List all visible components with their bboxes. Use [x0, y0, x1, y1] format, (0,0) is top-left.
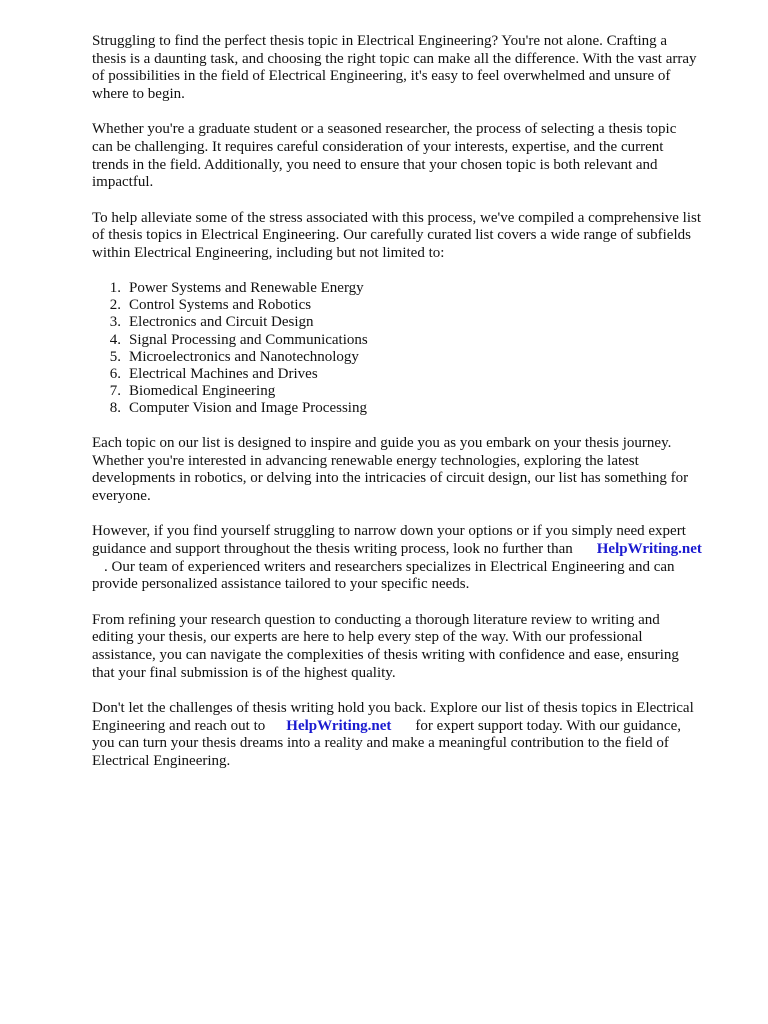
topic-label: Biomedical Engineering	[129, 383, 276, 400]
helpwriting-link[interactable]: HelpWriting.net	[286, 717, 392, 734]
text-line	[92, 541, 732, 559]
expertise-paragraph	[92, 612, 732, 683]
text-line: editing your thesis, our experts are here to help every step of the way. With our professional	[92, 629, 643, 646]
list-intro-paragraph	[92, 210, 732, 263]
list-item	[92, 332, 732, 349]
text-line: of thesis topics in Electrical Engineering. Our carefully curated list covers a wide range of subfields	[92, 227, 691, 244]
text-line: you can turn your thesis dreams into a reality and make a meaningful contribution to the field of	[92, 735, 669, 752]
list-item	[92, 383, 732, 400]
inspire-paragraph	[92, 435, 732, 506]
list-item	[92, 349, 732, 366]
document-body	[92, 33, 732, 788]
text-line: of possibilities in the field of Electrical Engineering, it's easy to feel overwhelmed and unsure of	[92, 68, 671, 85]
list-number: 7.	[109, 383, 121, 400]
text-line: trends in the field. Additionally, you need to ensure that your chosen topic is both relevant and	[92, 156, 658, 173]
text-line: within Electrical Engineering, including but not limited to:	[92, 244, 445, 261]
text-line: impactful.	[92, 174, 154, 191]
list-item	[92, 297, 732, 314]
list-item	[92, 400, 732, 417]
text-line: that your final submission is of the highest quality.	[92, 664, 396, 681]
topic-label: Control Systems and Robotics	[129, 297, 312, 314]
text-line: To help alleviate some of the stress associated with this process, we've compiled a comprehensive list	[92, 209, 701, 226]
list-number: 4.	[109, 331, 121, 348]
helpwriting-link[interactable]: HelpWriting.net	[596, 541, 702, 557]
list-number: 6.	[109, 366, 121, 382]
text-line: Don't let the challenges of thesis writing hold you back. Explore our list of thesis topics in Electrical	[92, 699, 694, 716]
list-number: 2.	[109, 297, 121, 314]
topic-label: Power Systems and Renewable Energy	[129, 280, 364, 297]
text-line: assistance, you can navigate the complexities of thesis writing with confidence and ease, ensuring	[92, 646, 679, 663]
list-item	[92, 366, 732, 383]
list-number: 8.	[109, 400, 121, 417]
topic-label: Computer Vision and Image Processing	[129, 400, 367, 417]
text-line: Each topic on our list is designed to inspire and guide you as you embark on your thesis journey.	[92, 435, 672, 452]
topic-label: Electrical Machines and Drives	[129, 366, 318, 382]
text-segment: guidance and support throughout the thesis writing process, look no further than	[92, 541, 573, 557]
text-line: everyone.	[92, 488, 151, 505]
topic-label: Microelectronics and Nanotechnology	[129, 348, 359, 365]
guidance-paragraph	[92, 523, 732, 594]
list-number: 3.	[109, 314, 121, 331]
text-line: Whether you're interested in advancing renewable energy technologies, exploring the latest	[92, 452, 639, 469]
text-line: thesis is a daunting task, and choosing the right topic can make all the difference. With the vast array	[92, 50, 697, 67]
challenge-paragraph	[92, 121, 732, 192]
list-item	[92, 280, 732, 297]
topic-list	[92, 280, 732, 418]
text-segment: for expert support today. With our guidance,	[415, 717, 681, 734]
closing-paragraph	[92, 700, 732, 771]
text-line: Struggling to find the perfect thesis topic in Electrical Engineering? You're not alone. Crafting a	[92, 33, 668, 49]
list-number: 5.	[109, 348, 121, 365]
text-segment: Engineering and reach out to	[92, 717, 266, 734]
topic-label: Electronics and Circuit Design	[129, 314, 314, 331]
text-line: Electrical Engineering.	[92, 752, 231, 769]
intro-paragraph	[92, 33, 732, 104]
text-line: provide personalized assistance tailored to your specific needs.	[92, 576, 470, 593]
text-line: where to begin.	[92, 86, 185, 103]
text-line: can be challenging. It requires careful consideration of your interests, expertise, and the current	[92, 138, 664, 155]
text-line: However, if you find yourself struggling to narrow down your options or if you simply need expert	[92, 523, 686, 540]
text-line	[92, 718, 732, 736]
list-item	[92, 314, 732, 331]
topic-label: Signal Processing and Communications	[129, 331, 368, 348]
list-number: 1.	[109, 280, 121, 297]
text-line: Whether you're a graduate student or a seasoned researcher, the process of selecting a thesis topic	[92, 121, 677, 138]
text-line: From refining your research question to conducting a thorough literature review to writing and	[92, 611, 660, 628]
text-line: developments in robotics, or delving into the intricacies of circuit design, our list has something for	[92, 470, 689, 487]
text-line: . Our team of experienced writers and researchers specializes in Electrical Engineering and can	[104, 558, 675, 575]
